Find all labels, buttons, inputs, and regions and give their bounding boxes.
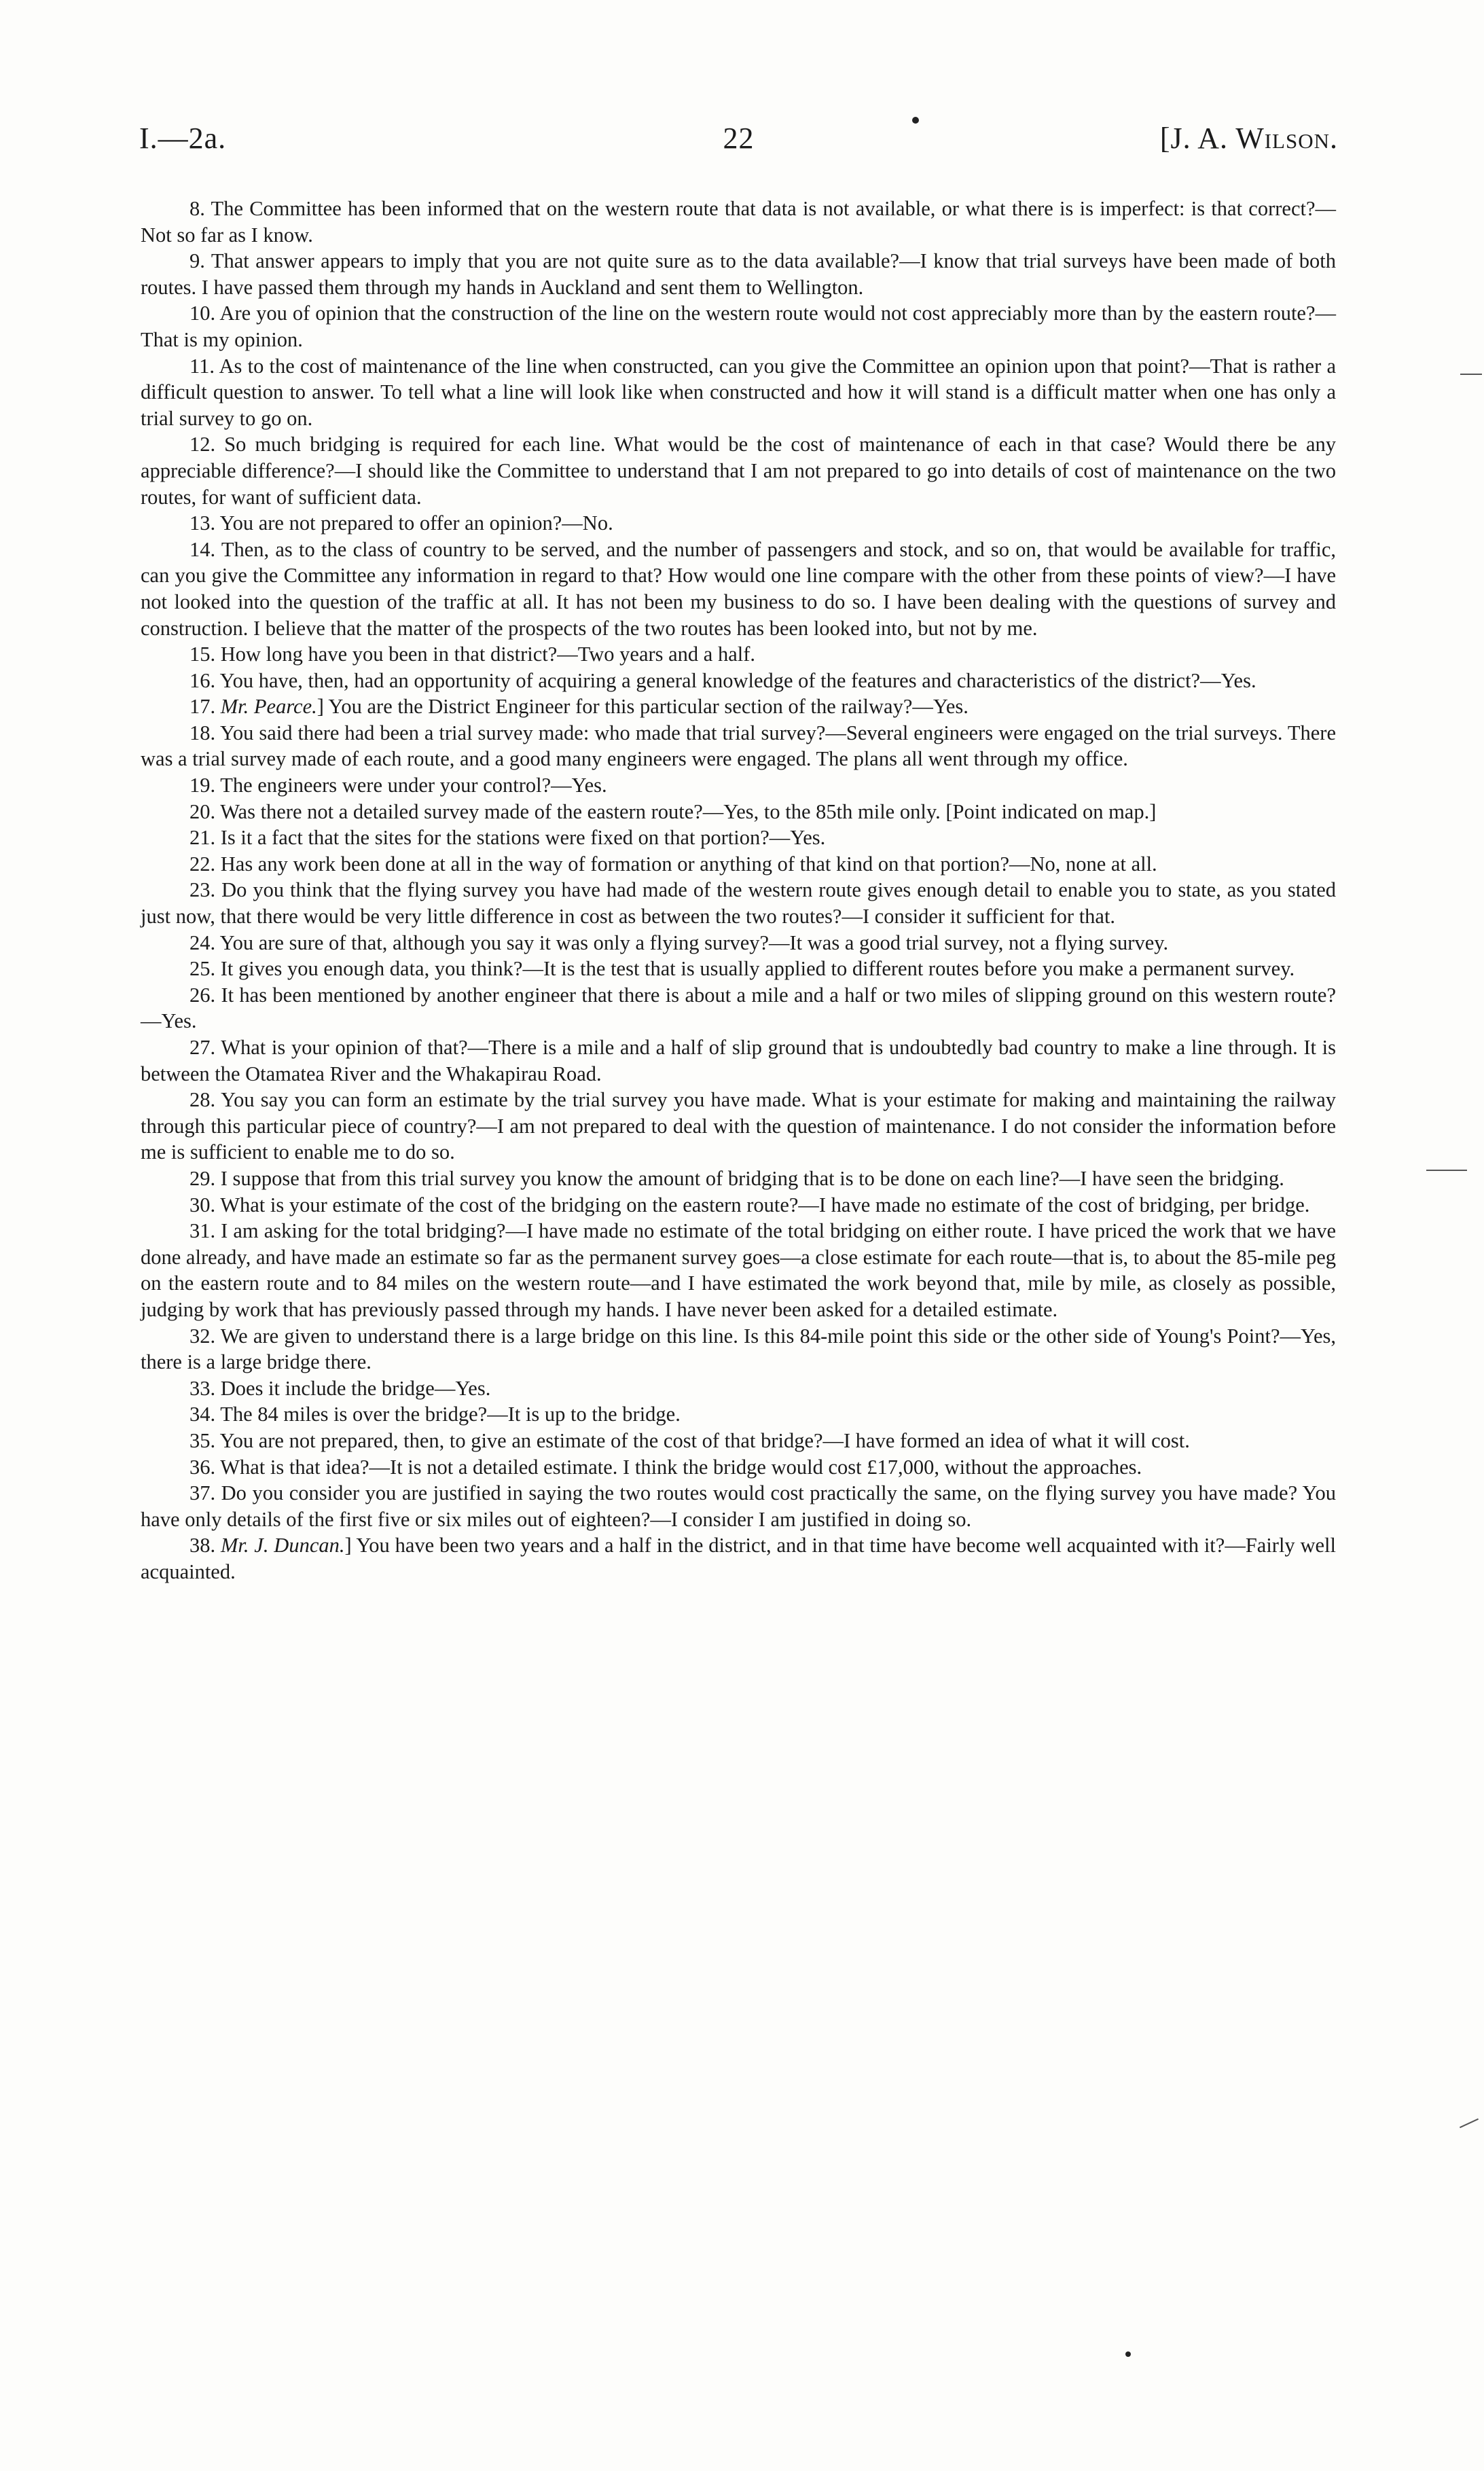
question-9: 9. That answer appears to imply that you are not quite sure as to the data available?—I know that trial surveys have been made of both routes. I have passed them through my hands in Auckland and sent them to Wellington. — [141, 249, 1336, 299]
witness-name: [J. A. Wilson. — [1159, 122, 1338, 155]
question-38: 38. Mr. J. Duncan.] You have been two years and a half in the district, and in that time have become well acquainted with it?—Fairly well acquainted. — [141, 1534, 1337, 1583]
question-10: 10. Are you of opinion that the construction of the line on the western route would not cost appreciably more than by the eastern route?—That is my opinion. — [141, 302, 1336, 351]
question-22: 22. Has any work been done at all in the way of formation or anything of that kind on that portion?—No, none at all. — [189, 852, 1157, 876]
question-20: 20. Was there not a detailed survey made of the eastern route?—Yes, to the 85th mile only. [Point indicated on map.] — [189, 799, 1157, 823]
margin-mark — [1460, 2118, 1479, 2128]
question-8: 8. The Committee has been informed that on the western route that data is not available, or what there is is imperfect: is that correct?—Not so far as I know. — [141, 197, 1336, 247]
margin-mark — [1460, 374, 1482, 375]
question-34: 34. The 84 miles is over the bridge?—It is up to the bridge. — [189, 1403, 681, 1426]
question-25: 25. It gives you enough data, you think?—It is the test that is usually applied to different routes before you make a permanent survey. — [189, 957, 1295, 981]
question-31: 31. I am asking for the total bridging?—I have made no estimate of the total bridging on either route. I have priced the work that we have done already, and have made an estimate so far as the permanent survey goes—a close estimate for each route—that is, to about the 85-mile peg on the eastern route and to 84 miles on the western route—and I have estimated the work beyond that, mile by mile, as closely as possible, judging by work that has previously passed through my hands. I have never been asked for a detailed estimate. — [141, 1219, 1336, 1321]
question-14: 14. Then, as to the class of country to be served, and the number of passengers and stock, and so on, that would be available for traffic, can you give the Committee any information in regard to that? How would one line compare with the other from these points of view?—I have not looked into the question of the traffic at all. It has not been my business to do so. I have been dealing with the questions of survey and construction. I believe that the matter of the prospects of the two routes has been looked into, but not by me. — [141, 537, 1336, 640]
question-28: 28. You say you can form an estimate by the trial survey you have made. What is your estimate for making and maintaining the railway through this particular piece of country?—I am not prepared to deal with the question of maintenance. I do not consider the information before me is sufficient to enable me to do so. — [141, 1088, 1336, 1164]
question-27: 27. What is your opinion of that?—There is a mile and a half of slip ground that is undoubtedly bad country to make a line through. It is between the Otamatea River and the Whakapirau Road. — [141, 1036, 1336, 1085]
question-32: 32. We are given to understand there is a large bridge on this line. Is this 84-mile point this side or the other side of Young's Point?—Yes, there is a large bridge there. — [141, 1324, 1336, 1374]
question-19: 19. The engineers were under your control?—Yes. — [189, 774, 607, 797]
question-11: 11. As to the cost of maintenance of the line when constructed, can you give the Committee an opinion upon that point?—That is rather a difficult question to answer. To tell what a line will look like when constructed and how it will stand is a difficult matter when one has only a trial survey to go on. — [141, 354, 1336, 430]
question-36: 36. What is that idea?—It is not a detailed estimate. I think the bridge would cost £17,000, without the approaches. — [189, 1455, 1142, 1479]
question-16: 16. You have, then, had an opportunity of acquiring a general knowledge of the features and characteristics of the district?—Yes. — [189, 668, 1256, 692]
question-23: 23. Do you think that the flying survey you have had made of the western route gives enough detail to enable you to state, as you stated just now, that there would be very little difference in cost as between the two routes?—I consider it sufficient for that. — [141, 878, 1336, 928]
ink-dot — [912, 117, 919, 124]
question-30: 30. What is your estimate of the cost of the bridging on the eastern route?—I have made no estimate of the cost of bridging, per bridge. — [189, 1193, 1310, 1216]
question-17: 17. Mr. Pearce.] You are the District Engineer for this particular section of the railway?—Yes. — [189, 695, 969, 719]
question-13: 13. You are not prepared to offer an opinion?—No. — [189, 511, 613, 535]
question-12: 12. So much bridging is required for each line. What would be the cost of maintenance of each in that case? Would there be any appreciable difference?—I should like the Committee to understand that I am not prepared to go into details of cost of maintenance on the two routes, for want of sufficient data. — [141, 433, 1336, 509]
question-37: 37. Do you consider you are justified in saying the two routes would cost practically the same, on the flying survey you have made? You have only details of the first five or six miles out of eighteen?—I consider I am justified in doing so. — [141, 1481, 1336, 1531]
question-26: 26. It has been mentioned by another engineer that there is about a mile and a half or two miles of slipping ground on this western route?—Yes. — [141, 983, 1336, 1033]
question-21: 21. Is it a fact that the sites for the stations were fixed on that portion?—Yes. — [189, 826, 826, 850]
margin-mark — [1426, 1170, 1467, 1171]
page-header — [139, 121, 1338, 168]
speaker-name: Mr. J. Duncan. — [220, 1534, 345, 1557]
question-15: 15. How long have you been in that district?—Two years and a half. — [189, 643, 756, 666]
question-33: 33. Does it include the bridge—Yes. — [189, 1376, 491, 1400]
speaker-name: Mr. Pearce. — [220, 695, 317, 719]
transcript-body — [141, 196, 1336, 1585]
document-reference: I.—2a. — [139, 122, 227, 155]
question-18: 18. You said there had been a trial survey made: who made that trial survey?—Several engineers were engaged on the trial surveys. There was a trial survey made of each route, and a good many engineers were engaged. The plans all went through my office. — [141, 721, 1336, 771]
question-35: 35. You are not prepared, then, to give an estimate of the cost of that bridge?—I have formed an idea of what it will cost. — [189, 1428, 1190, 1452]
question-24: 24. You are sure of that, although you say it was only a flying survey?—It was a good trial survey, not a flying survey. — [189, 931, 1169, 954]
page-number: 22 — [723, 122, 755, 155]
question-29: 29. I suppose that from this trial survey you know the amount of bridging that is to be done on each line?—I have seen the bridging. — [189, 1166, 1284, 1190]
ink-dot — [1125, 2351, 1131, 2357]
